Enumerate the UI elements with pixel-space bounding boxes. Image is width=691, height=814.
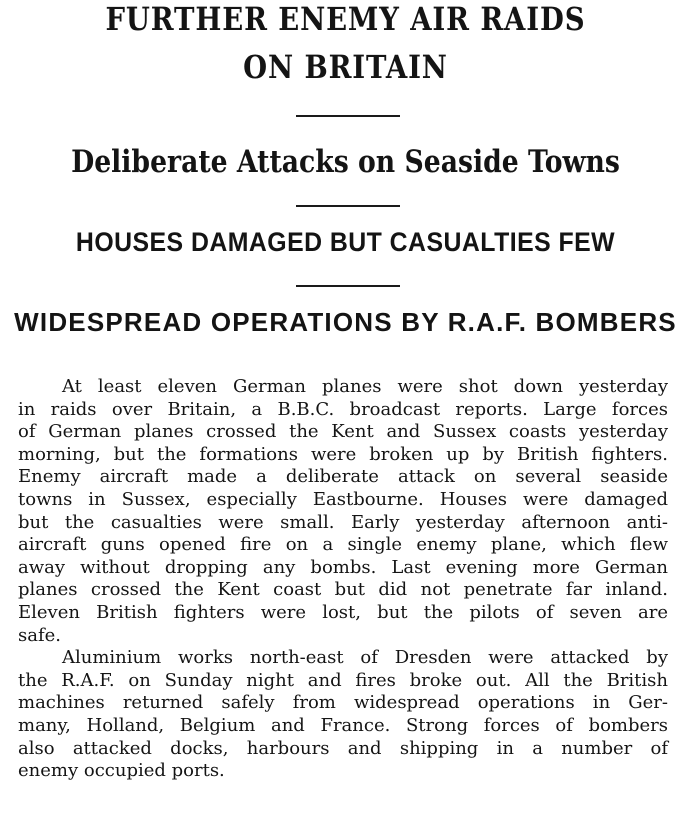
subheadline-attacks: Deliberate Attacks on Seaside Towns	[71, 144, 620, 180]
subheadline-casualties: HOUSES DAMAGED BUT CASUALTIES FEW	[75, 227, 616, 257]
text-line: At least eleven German planes were shot down yesterday	[62, 376, 668, 397]
text-line: machines returned safely from widespread operations in Ger-	[18, 692, 668, 714]
text-line: aircraft guns opened fire on a single enemy plane, which flew	[18, 534, 668, 556]
text-line: the R.A.F. on Sunday night and fires broke out. All the British	[18, 669, 668, 691]
text-line: away without dropping any bombs. Last evening more German	[18, 556, 668, 578]
text-line: Eleven British fighters were lost, but the pilots of seven are	[18, 601, 668, 623]
text-line: but the casualties were small. Early yesterday afternoon anti-	[18, 511, 668, 533]
text-line: in raids over Britain, a B.B.C. broadcast reports. Large forces	[18, 398, 668, 420]
divider-rule	[296, 115, 400, 117]
text-line: of German planes crossed the Kent and Sussex coasts yesterday	[18, 421, 668, 443]
divider-rule	[296, 285, 400, 287]
text-line: many, Holland, Belgium and France. Strong forces of bombers	[18, 714, 668, 736]
text-line: Enemy aircraft made a deliberate attack on several seaside	[18, 466, 668, 488]
text-line: enemy occupied ports.	[18, 760, 225, 782]
divider-rule	[296, 205, 400, 207]
headline-line-1: FURTHER ENEMY AIR RAIDS	[105, 0, 586, 38]
text-line: safe.	[18, 624, 62, 646]
text-line: morning, but the formations were broken up by British fighters.	[18, 443, 668, 465]
text-line: towns in Sussex, especially Eastbourne. Houses were damaged	[18, 488, 668, 510]
article-body	[18, 376, 668, 783]
headline-line-2: ON BRITAIN	[243, 48, 448, 86]
subheadline-operations: WIDESPREAD OPERATIONS BY R.A.F. BOMBERS	[14, 307, 677, 337]
article-paragraph	[18, 647, 668, 783]
text-line: planes crossed the Kent coast but did not penetrate far inland.	[18, 579, 668, 601]
text-line: also attacked docks, harbours and shipping in a number of	[18, 737, 668, 759]
article-paragraph	[18, 376, 668, 647]
text-line: Aluminium works north-east of Dresden were attacked by	[62, 647, 668, 669]
